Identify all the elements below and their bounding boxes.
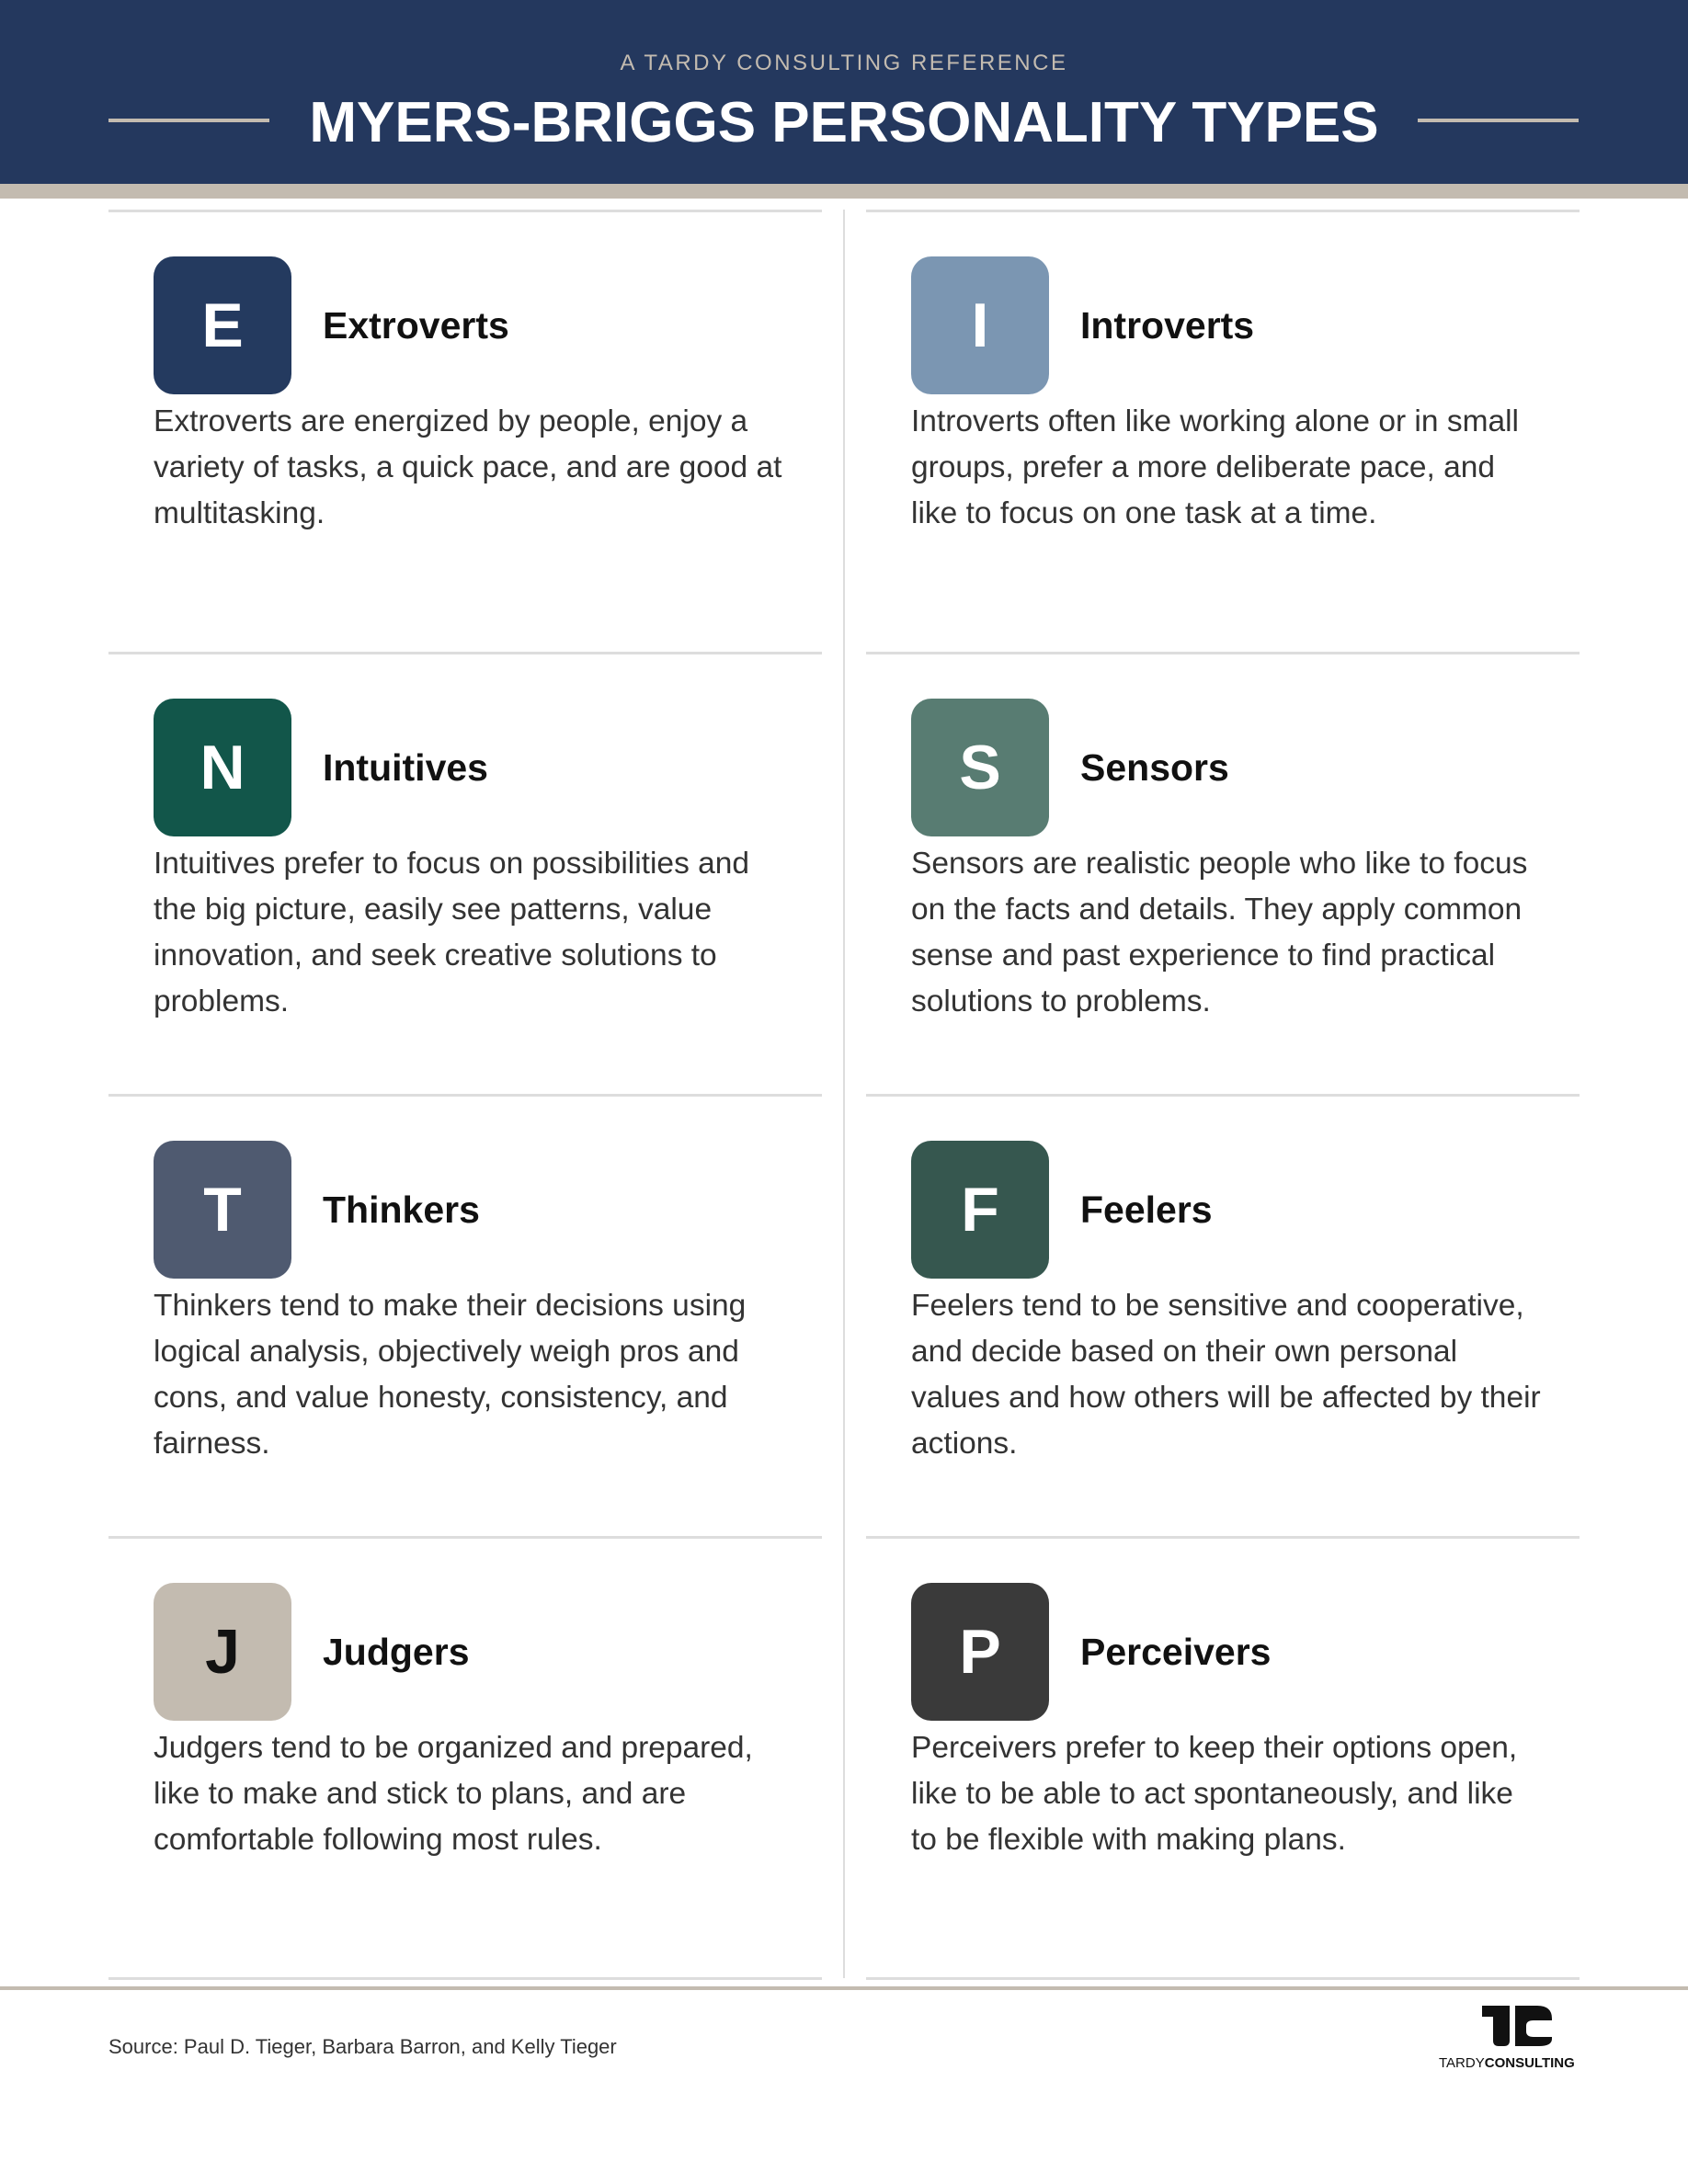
badge-letter: F (961, 1175, 999, 1245)
type-name: Judgers (323, 1631, 470, 1673)
badge-letter: N (200, 733, 245, 802)
letter-badge (911, 699, 1049, 836)
type-card-extroverts (108, 210, 822, 652)
header-subtitle: A TARDY CONSULTING REFERENCE (620, 51, 1068, 75)
type-name: Introverts (1080, 304, 1255, 347)
letter-badge (154, 256, 291, 394)
type-description: Sensors are realistic people who like to focus on the facts and details. They apply common sense and past experience to find practical solutions to problems. (911, 847, 1528, 1018)
type-name: Sensors (1080, 746, 1229, 789)
type-description: Intuitives prefer to focus on possibilities and the big picture, easily see patterns, value innovation, and seek creative solutions to problems. (154, 847, 750, 1018)
type-card-sensors (866, 652, 1580, 1094)
badge-letter: E (201, 290, 244, 360)
type-name: Feelers (1080, 1189, 1213, 1231)
badge-letter: J (205, 1617, 240, 1687)
type-card-thinkers (108, 1094, 822, 1536)
badge-letter: I (971, 290, 989, 360)
header-band (0, 184, 1688, 199)
type-card-intuitives (108, 652, 822, 1094)
badge-letter: P (959, 1617, 1001, 1687)
page-title: MYERS-BRIGGS PERSONALITY TYPES (309, 91, 1379, 154)
letter-badge (154, 699, 291, 836)
type-description: Judgers tend to be organized and prepared, like to make and stick to plans, and are comfortable following most rules. (154, 1731, 753, 1857)
letter-badge (154, 1141, 291, 1279)
type-card-feelers (866, 1094, 1580, 1536)
type-description: Perceivers prefer to keep their options open, like to be able to act spontaneously, and like to be flexible with making plans. (911, 1731, 1518, 1857)
letter-badge (911, 256, 1049, 394)
type-name: Extroverts (323, 304, 509, 347)
type-card-judgers (108, 1536, 822, 1978)
letter-badge (154, 1583, 291, 1721)
title-rule-right (1418, 119, 1579, 122)
type-description: Introverts often like working alone or in small groups, prefer a more deliberate pace, and like to focus on one task at a time. (911, 404, 1519, 530)
type-card-introverts (866, 210, 1580, 652)
footer-rule (0, 1986, 1688, 1990)
logo-wordmark (1439, 2055, 1575, 2071)
divider (866, 1977, 1580, 1980)
letter-badge (911, 1583, 1049, 1721)
badge-letter: S (959, 733, 1001, 802)
type-card-perceivers (866, 1536, 1580, 1978)
source-note: Source: Paul D. Tieger, Barbara Barron, and Kelly Tieger (108, 2035, 617, 2058)
divider (108, 1977, 822, 1980)
type-description: Thinkers tend to make their decisions using logical analysis, objectively weigh pros and cons, and value honesty, consistency, and fairness. (154, 1289, 747, 1461)
column-divider (843, 210, 845, 1978)
type-description: Feelers tend to be sensitive and cooperative, and decide based on their own personal values and how others will be affected by their actions. (911, 1289, 1541, 1461)
logo-text-light: TARDY (1439, 2055, 1485, 2071)
type-name: Thinkers (323, 1189, 480, 1231)
logo-text-bold: CONSULTING (1484, 2055, 1575, 2071)
type-name: Perceivers (1080, 1631, 1272, 1673)
type-name: Intuitives (323, 746, 488, 789)
letter-badge (911, 1141, 1049, 1279)
header (0, 0, 1688, 184)
type-description: Extroverts are energized by people, enjoy a variety of tasks, a quick pace, and are good at multitasking. (154, 404, 782, 530)
badge-letter: T (203, 1175, 242, 1245)
